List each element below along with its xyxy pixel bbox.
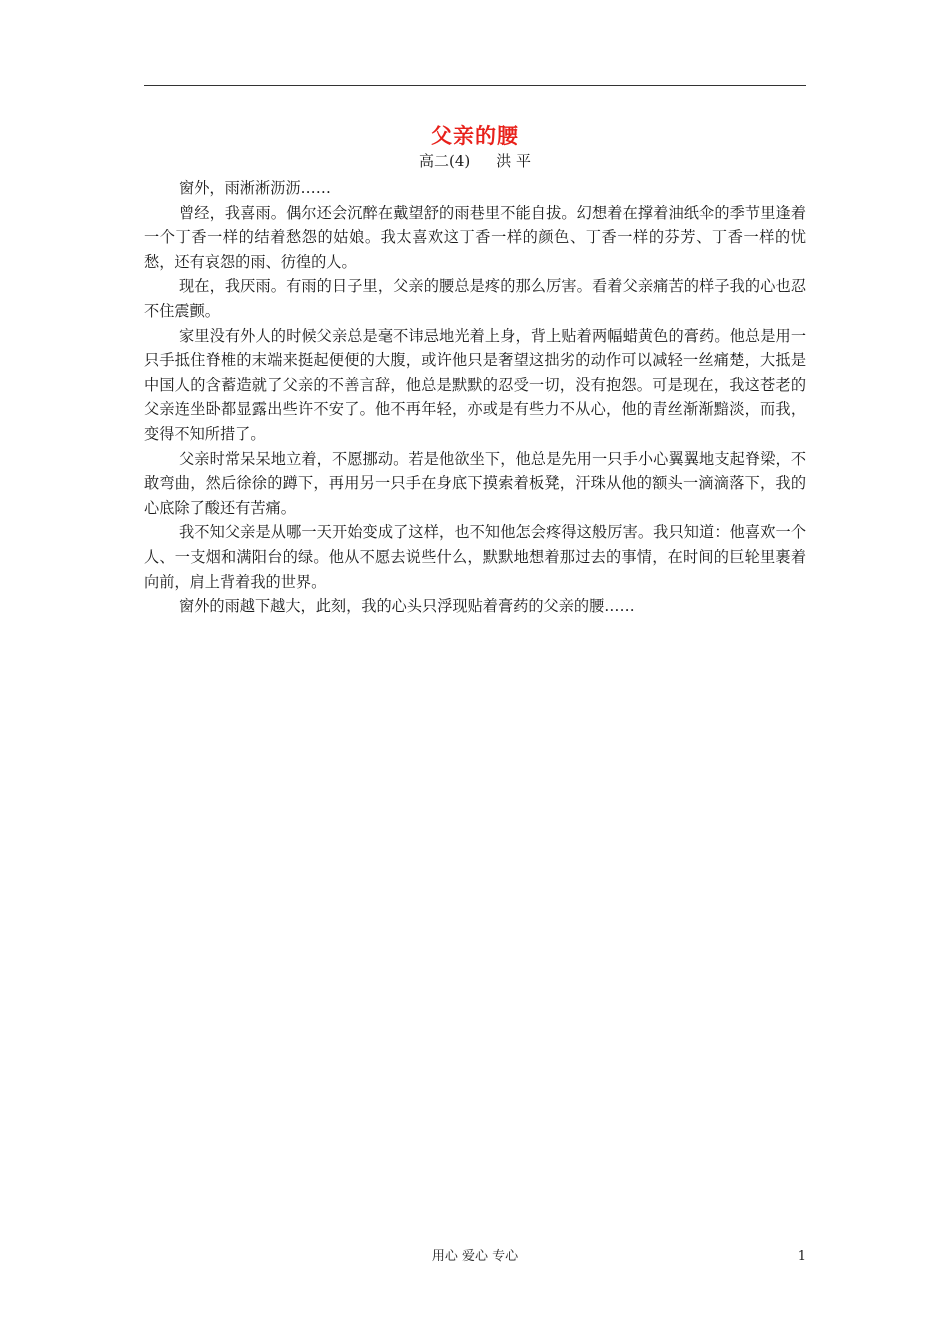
essay-body xyxy=(144,176,806,619)
author-name: 洪 平 xyxy=(496,152,532,170)
page-number: 1 xyxy=(797,1249,806,1264)
paragraph: 现在，我厌雨。有雨的日子里，父亲的腰总是疼的那么厉害。看着父亲痛苦的样子我的心也忍不住震颤。 xyxy=(144,277,806,320)
page-title: 父亲的腰 xyxy=(431,123,519,148)
author-class: 高二(4) xyxy=(418,152,471,170)
paragraph: 父亲时常呆呆地立着，不愿挪动。若是他欲坐下，他总是先用一只手小心翼翼地支起脊梁，不敢弯曲，然后徐徐的蹲下，再用另一只手在身底下摸索着板凳，汗珠从他的额头一滴滴落下，我的心底除了酸还有苦痛。 xyxy=(144,449,806,517)
byline xyxy=(144,150,806,172)
paragraph: 曾经，我喜雨。偶尔还会沉醉在戴望舒的雨巷里不能自拔。幻想着在撑着油纸伞的季节里逢着一个丁香一样的结着愁怨的姑娘。我太喜欢这丁香一样的颜色、丁香一样的芬芳、丁香一样的忧愁，还有哀怨的雨、彷徨的人。 xyxy=(144,203,806,271)
footer-motto: 用心 爱心 专心 xyxy=(431,1249,519,1264)
paragraph: 我不知父亲是从哪一天开始变成了这样，也不知他怎会疼得这般厉害。我只知道：他喜欢一个人、一支烟和满阳台的绿。他从不愿去说些什么，默默地想着那过去的事情，在时间的巨轮里裹着向前，肩上背着我的世界。 xyxy=(144,523,806,591)
paragraph: 窗外的雨越下越大，此刻，我的心头只浮现贴着膏药的父亲的腰…… xyxy=(179,597,635,616)
paragraph: 家里没有外人的时候父亲总是毫不讳忌地光着上身，背上贴着两幅蜡黄色的膏药。他总是用一只手抵住脊椎的末端来挺起便便的大腹，或许他只是奢望这拙劣的动作可以减轻一丝痛楚，大抵是中国人的含蓄造就了父亲的不善言辞，他总是默默的忍受一切，没有抱怨。可是现在，我这苍老的父亲连坐卧都显露出些许不安了。他不再年轻，亦或是有些力不从心，他的青丝渐渐黯淡，而我，变得不知所措了。 xyxy=(144,326,806,443)
paragraph: 窗外，雨淅淅沥沥…… xyxy=(179,179,331,197)
header-rule xyxy=(144,85,806,86)
